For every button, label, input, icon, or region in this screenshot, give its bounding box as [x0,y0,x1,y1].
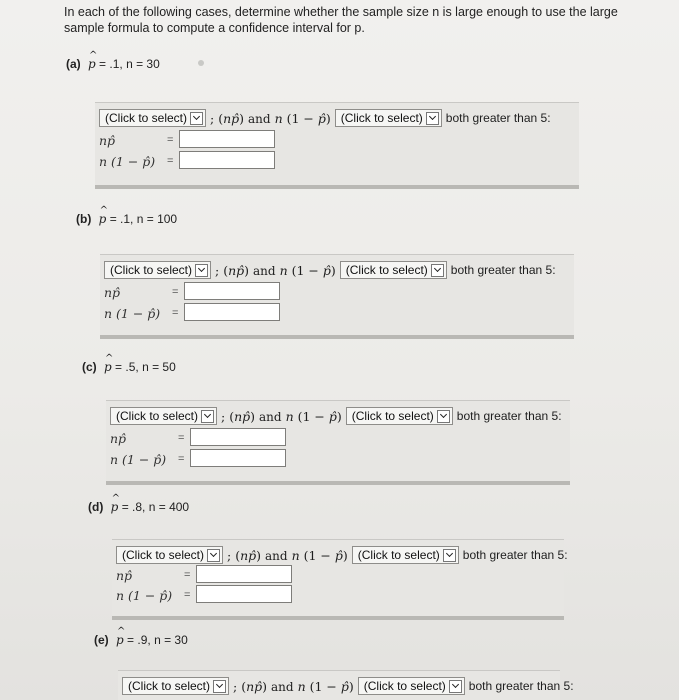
part-d-select-1[interactable] [116,546,223,564]
part-c-select-2[interactable] [346,407,453,425]
equals-sign: = [178,432,185,444]
part-a-n1p-input[interactable] [179,151,275,169]
chevron-down-icon [207,549,220,562]
select-label: (Click to select) [128,679,211,693]
part-d-n1p-input[interactable] [196,585,292,603]
part-b-np-input[interactable] [184,282,280,300]
part-d-tag: (d) [88,500,104,514]
select-label: (Click to select) [116,409,199,423]
np-expression: ; (np̂) and n (1 − p̂) [233,678,354,694]
part-b-n1p-input[interactable] [184,303,280,321]
and-word: and [259,409,282,424]
p-hat-symbol: ^ p [88,57,96,71]
select-label: (Click to select) [357,548,440,562]
p-hat-symbol: ^ p [111,500,119,514]
part-d-np-input[interactable] [196,565,292,583]
chevron-down-icon [213,680,226,693]
part-a-select-1[interactable] [99,109,206,127]
n-one-minus-p-label: n (1 − p̂) [104,306,161,321]
part-c-condition-row [110,407,562,425]
part-a-select-2[interactable] [335,109,442,127]
part-d-answer-box [112,539,568,620]
np-expression: ; (np̂) and n (1 − p̂) [210,110,331,126]
chevron-down-icon [449,680,462,693]
np-expression: ; (np̂) and n (1 − p̂) [215,262,336,278]
p-hat-symbol: ^ p [99,212,107,226]
part-e-params: = .9, n = 30 [127,633,188,647]
part-e-condition-row [122,677,574,695]
part-a-tag: (a) [66,57,81,71]
part-d-heading [88,500,189,514]
equals-sign: = [167,134,174,146]
equals-sign: = [184,589,191,601]
chevron-down-icon [431,264,444,277]
part-c-select-1[interactable] [110,407,217,425]
chevron-down-icon [426,112,439,125]
condition-tail: both greater than 5: [462,548,568,562]
part-b-tag: (b) [76,212,92,226]
equals-sign: = [184,569,191,581]
part-a-condition-row [99,109,551,127]
p-hat-symbol: ^ p [116,633,124,647]
part-e-select-1[interactable] [122,677,229,695]
part-b-condition-row [104,261,556,279]
chevron-down-icon [443,549,456,562]
select-label: (Click to select) [105,111,188,125]
part-c-np-input[interactable] [190,428,286,446]
np-expression: ; (np̂) and n (1 − p̂) [221,408,342,424]
select-label: (Click to select) [110,263,193,277]
part-c-tag: (c) [82,360,97,374]
part-d-condition-row [116,546,568,564]
part-a-heading [66,57,160,71]
part-e-select-2[interactable] [358,677,465,695]
divider [106,481,570,485]
np-expression: ; (np̂) and n (1 − p̂) [227,547,348,563]
equals-sign: = [167,155,174,167]
cursor-dot [198,60,204,66]
chevron-down-icon [201,410,214,423]
part-b-params: = .1, n = 100 [109,212,178,226]
condition-tail: both greater than 5: [445,111,551,125]
np-label: np̂ [116,568,133,583]
and-word: and [265,548,288,563]
n-one-minus-p-label: n (1 − p̂) [116,588,173,603]
condition-tail: both greater than 5: [456,409,562,423]
part-a-params: = .1, n = 30 [99,57,160,71]
np-label: np̂ [110,431,127,446]
select-label: (Click to select) [363,679,446,693]
n-one-minus-p-label: n (1 − p̂) [110,452,167,467]
part-e-tag: (e) [94,633,109,647]
and-word: and [248,111,271,126]
divider [95,185,579,189]
part-c-n1p-input[interactable] [190,449,286,467]
and-word: and [271,679,294,694]
select-label: (Click to select) [351,409,434,423]
part-c-params: = .5, n = 50 [115,360,176,374]
part-e-answer-box [118,670,574,700]
equals-sign: = [178,453,185,465]
condition-tail: both greater than 5: [450,263,556,277]
chevron-down-icon [437,410,450,423]
part-c-heading [82,360,176,374]
chevron-down-icon [195,264,208,277]
n-one-minus-p-label: n (1 − p̂) [99,154,156,169]
equals-sign: = [172,286,179,298]
chevron-down-icon [190,112,203,125]
instructions-line-1: In each of the following cases, determine whether the sample size n is large enough to use the large [64,5,618,19]
instructions [64,4,664,36]
part-a-np-input[interactable] [179,130,275,148]
part-a-answer-box [95,102,579,189]
part-b-select-2[interactable] [340,261,447,279]
select-label: (Click to select) [340,111,423,125]
condition-tail: both greater than 5: [468,679,574,693]
instructions-line-2: sample formula to compute a confidence interval for p. [64,21,365,35]
np-label: np̂ [104,285,121,300]
p-hat-symbol: ^ p [104,360,112,374]
equals-sign: = [172,307,179,319]
select-label: (Click to select) [345,263,428,277]
part-d-params: = .8, n = 400 [121,500,190,514]
part-b-select-1[interactable] [104,261,211,279]
divider [112,616,564,620]
part-e-heading [94,633,188,647]
np-label: np̂ [99,133,116,148]
part-b-answer-box [100,254,574,339]
divider [100,335,574,339]
select-label: (Click to select) [122,548,205,562]
and-word: and [253,263,276,278]
part-c-answer-box [106,400,570,485]
part-b-heading [76,212,177,226]
part-d-select-2[interactable] [352,546,459,564]
